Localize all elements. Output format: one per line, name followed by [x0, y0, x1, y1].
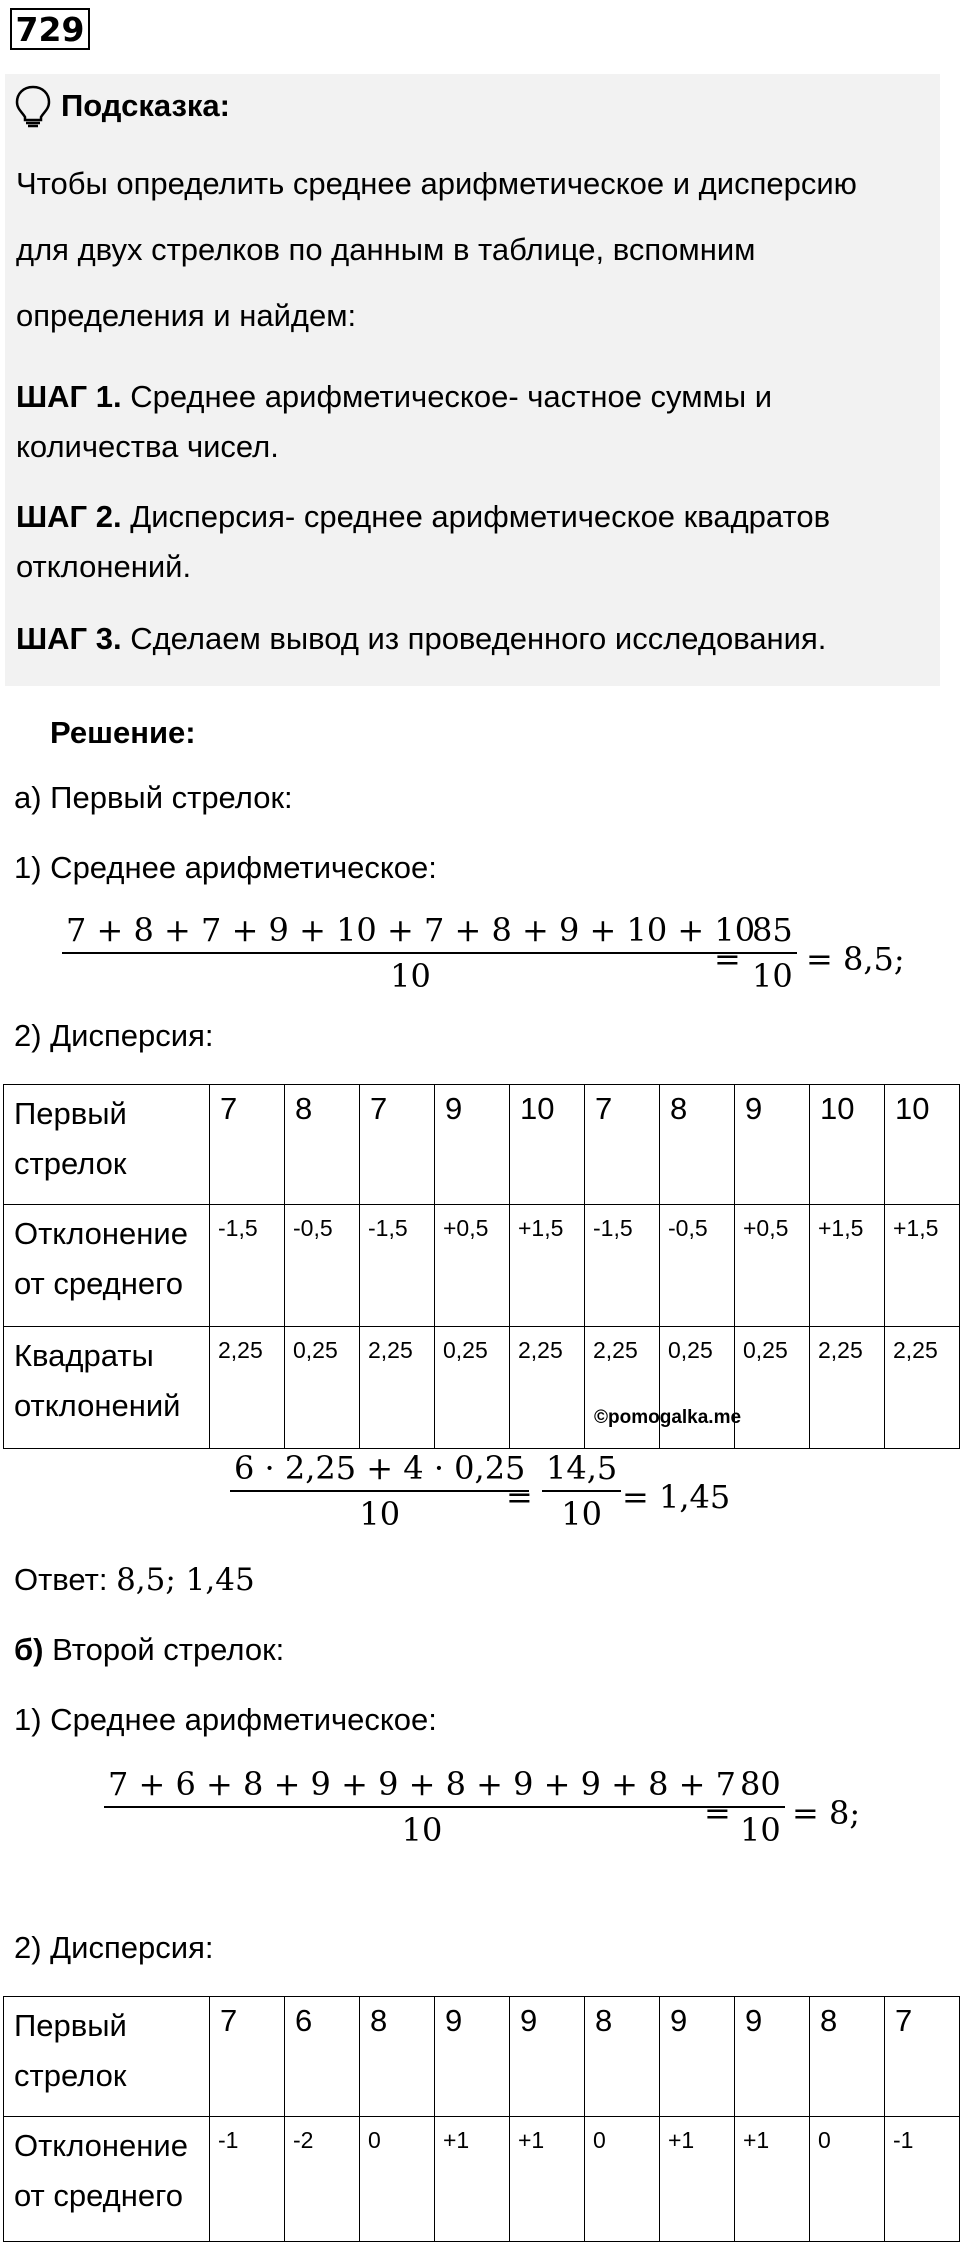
- hint-step-3: [16, 614, 826, 664]
- solution-title: Решение:: [50, 715, 196, 750]
- fraction-denominator: 10: [390, 957, 431, 995]
- hint-step-2-cont: отклонений.: [16, 549, 192, 584]
- table-cell: 8: [360, 1997, 435, 2117]
- table-row: [4, 2117, 960, 2242]
- lightbulb-icon: [13, 84, 53, 128]
- table-row: [4, 1085, 960, 1205]
- table-cell: 2,25: [585, 1327, 660, 1449]
- table-cell: 2,25: [885, 1327, 960, 1449]
- table-cell: 0: [810, 2117, 885, 2242]
- table-cell: -0,5: [285, 1205, 360, 1327]
- table-cell: 2,25: [510, 1327, 585, 1449]
- hint-step-1-cont: количества чисел.: [16, 429, 279, 464]
- part-a-mean-label: 1) Среднее арифметическое:: [14, 850, 437, 885]
- table-cell: -1,5: [585, 1205, 660, 1327]
- part-b-label: [14, 1632, 284, 1668]
- watermark: ©pomogalka.me: [594, 1407, 742, 1428]
- sum-fraction: [748, 908, 797, 998]
- table-row: [4, 1205, 960, 1327]
- table-cell: 8: [285, 1085, 360, 1205]
- table-cell: +1: [510, 2117, 585, 2242]
- table-cell: 7: [585, 1085, 660, 1205]
- table-cell: -1,5: [360, 1205, 435, 1327]
- part-b-variance-label: 2) Дисперсия:: [14, 1930, 214, 1965]
- table-cell: 7: [210, 1085, 285, 1205]
- table-cell: +1,5: [510, 1205, 585, 1327]
- table-cell: 9: [435, 1085, 510, 1205]
- table-cell: -1: [210, 2117, 285, 2242]
- sum-fraction-b: [736, 1762, 785, 1852]
- hint-step-1: [16, 372, 772, 422]
- mean-fraction-b: [104, 1762, 740, 1852]
- variance-sum-fraction: [542, 1446, 621, 1536]
- answer-value: 8,5; 1,45: [116, 1562, 255, 1598]
- answer-label: Ответ:: [14, 1562, 117, 1597]
- deviation-table-b: [3, 1996, 960, 2242]
- hint-title: [13, 84, 230, 128]
- fraction-denominator: 10: [752, 957, 793, 995]
- table-cell: +1,5: [885, 1205, 960, 1327]
- mean-fraction: [62, 908, 759, 998]
- hint-step-2: [16, 492, 830, 542]
- fraction-denominator: 10: [740, 1811, 781, 1849]
- table-cell: 0,25: [285, 1327, 360, 1449]
- table-cell: +1,5: [810, 1205, 885, 1327]
- table-cell: 2,25: [360, 1327, 435, 1449]
- equals-sign: =: [506, 1478, 533, 1516]
- table-cell: -2: [285, 2117, 360, 2242]
- table-cell: 7: [885, 1997, 960, 2117]
- fraction-numerator: 7 + 8 + 7 + 9 + 10 + 7 + 8 + 9 + 10 + 10: [66, 911, 756, 949]
- problem-number: 729: [10, 8, 90, 50]
- row-label: Отклонение от среднего: [4, 2117, 210, 2242]
- table-cell: 8: [660, 1085, 735, 1205]
- table-cell: 9: [435, 1997, 510, 2117]
- table-cell: 0: [585, 2117, 660, 2242]
- equals-sign: =: [714, 940, 741, 978]
- table-cell: 6: [285, 1997, 360, 2117]
- row-label: Первый стрелок: [4, 1085, 210, 1205]
- answer-line: [14, 1562, 255, 1598]
- part-b-letter: б): [14, 1632, 44, 1667]
- hint-box: [5, 74, 940, 686]
- table-cell: 0,25: [435, 1327, 510, 1449]
- table-cell: -1,5: [210, 1205, 285, 1327]
- table-cell: 0: [360, 2117, 435, 2242]
- table-cell: +1: [435, 2117, 510, 2242]
- fraction-denominator: 10: [359, 1495, 401, 1533]
- fraction-numerator: 6 · 2,25 + 4 · 0,25: [234, 1449, 526, 1487]
- table-cell: 9: [735, 1997, 810, 2117]
- equals-sign: =: [704, 1794, 731, 1832]
- table-cell: 9: [510, 1997, 585, 2117]
- fraction-denominator: 10: [561, 1495, 602, 1533]
- table-cell: 2,25: [210, 1327, 285, 1449]
- step-label: ШАГ 3.: [16, 621, 122, 656]
- table-cell: +0,5: [435, 1205, 510, 1327]
- step-text: Дисперсия- среднее арифметическое квадратов: [121, 499, 831, 534]
- table-cell: 8: [585, 1997, 660, 2117]
- deviation-table-a: [3, 1084, 960, 1449]
- variance-result: = 1,45: [622, 1478, 731, 1516]
- fraction-denominator: 10: [401, 1811, 443, 1849]
- part-a-label: а) Первый стрелок:: [14, 780, 293, 815]
- mean-result-b: = 8;: [792, 1794, 861, 1832]
- table-cell: 7: [210, 1997, 285, 2117]
- table-cell: +1: [660, 2117, 735, 2242]
- step-label: ШАГ 1.: [16, 379, 122, 414]
- row-label: Первый стрелок: [4, 1997, 210, 2117]
- table-cell: +1: [735, 2117, 810, 2242]
- table-cell: 2,25: [810, 1327, 885, 1449]
- table-cell: -1: [885, 2117, 960, 2242]
- step-label: ШАГ 2.: [16, 499, 122, 534]
- step-text: Среднее арифметическое- частное суммы и: [121, 379, 773, 414]
- part-a-variance-label: 2) Дисперсия:: [14, 1018, 214, 1053]
- hint-intro-line: для двух стрелков по данным в таблице, вспомним: [16, 232, 756, 267]
- table-cell: -0,5: [660, 1205, 735, 1327]
- row-label: Отклонение от среднего: [4, 1205, 210, 1327]
- row-label: Квадраты отклонений: [4, 1327, 210, 1449]
- fraction-numerator: 80: [740, 1765, 781, 1803]
- fraction-numerator: 85: [752, 911, 793, 949]
- part-b-title: Второй стрелок:: [43, 1632, 285, 1667]
- table-row: [4, 1327, 960, 1449]
- table-cell: 10: [885, 1085, 960, 1205]
- variance-fraction: [230, 1446, 529, 1536]
- table-cell: 9: [660, 1997, 735, 2117]
- table-cell: 7: [360, 1085, 435, 1205]
- table-cell: 10: [810, 1085, 885, 1205]
- part-b-mean-label: 1) Среднее арифметическое:: [14, 1702, 437, 1737]
- table-cell: 10: [510, 1085, 585, 1205]
- mean-result: = 8,5;: [806, 940, 905, 978]
- step-text: Сделаем вывод из проведенного исследования.: [121, 621, 827, 656]
- table-cell: 8: [810, 1997, 885, 2117]
- table-cell: +0,5: [735, 1205, 810, 1327]
- table-row: [4, 1997, 960, 2117]
- fraction-numerator: 7 + 6 + 8 + 9 + 9 + 8 + 9 + 9 + 8 + 7: [108, 1765, 736, 1803]
- hint-intro-line: определения и найдем:: [16, 298, 357, 333]
- fraction-numerator: 14,5: [546, 1449, 618, 1487]
- table-cell: 0,25: [735, 1327, 810, 1449]
- hint-title-text: Подсказка:: [61, 88, 230, 123]
- table-cell: 9: [735, 1085, 810, 1205]
- table-cell: 0,25: [660, 1327, 735, 1449]
- hint-intro-line: Чтобы определить среднее арифметическое и дисперсию: [16, 166, 857, 201]
